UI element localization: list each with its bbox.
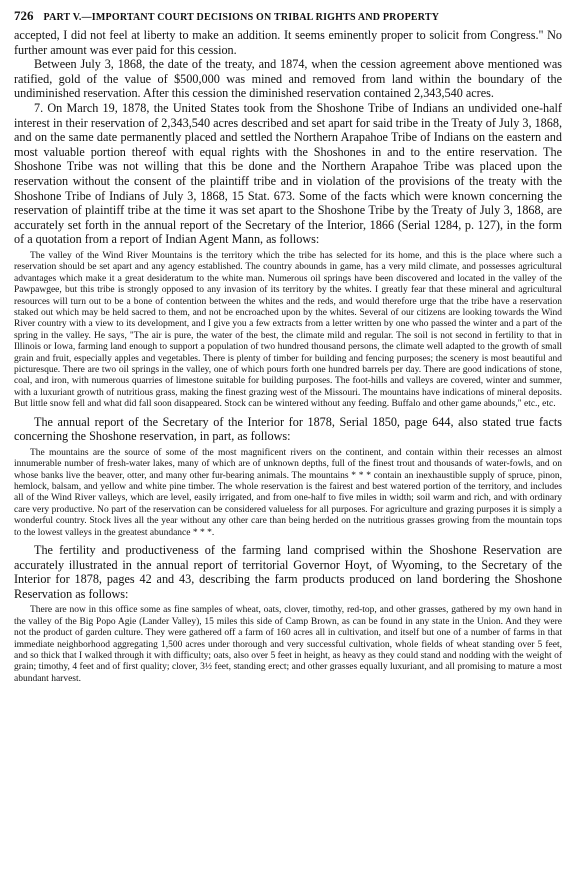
running-head: PART V.—IMPORTANT COURT DECISIONS ON TRIBAL RIGHTS AND PROPERTY <box>43 12 440 23</box>
block-quote-secretary-report: The mountains are the source of some of the most magnificent rivers on the continent, and contain within their recesses an almost innumerable number of fresh-water lakes, many of which are of unknown depths, full of the finest trout and thousands of water-fowls, and on whose banks live the beaver, otter, and many other fur-bearing animals. The mountains * * * contain an inexhaustible supply of spruce, pinon, hemlock, balsam, and yellow and white pine timber. The whole reservation is the fairest and best watered portion of the territory, and includes all of the Wind River valleys, which are level, easily irrigated, and from one-half to five miles in width; soil warm and rich, and with ordinary care very productive. No part of the reservation can be considered valueless for all purposes. For agriculture and grazing purposes it is simply a wonderful country. Stock lives all the year without any other care than being herded on the nutritious grasses growing from the mountain tops to the lowest valleys in the greatest abundance * * *. <box>14 447 562 538</box>
document-page <box>14 8 562 689</box>
page-header <box>14 8 562 28</box>
paragraph-report-1878: The annual report of the Secretary of the Interior for 1878, Serial 1850, page 644, also stated true facts concerning the Shoshone reservation, in part, as follows: <box>14 414 562 444</box>
page-number: 726 <box>14 8 34 23</box>
paragraph-gold-mining: Between July 3, 1868, the date of the treaty, and 1874, when the cession agreement above mentioned was ratified, gold of the value of $500,000 was mined and removed from land within the boundary of the undiminished reservation. After this cession the diminished reservation contained 2,343,540 acres. <box>14 57 562 101</box>
block-quote-agent-mann: The valley of the Wind River Mountains is the territory which the tribe has selected for its home, and this is the place where such a reservation should be set apart and any agency established. The country abounds in game, has a very mild climate, and possesses agricultural advantages which make it a great desideratum to the white man. Numerous oil springs have been discovered and located in the valley of the Pawpawgee, but this tribe is strongly opposed to any invasion of its territory by the whites. I greatly fear that these mineral and agricultural resources will turn out to be a bone of contention between the whites and the reds, and would therefore urge that the tribe have a reservation staked out which may be held sacred to them, and not be encroached upon by the whites. Several of our citizens are looking towards the Wind River country with a view to its development, and I give you a few extracts from a letter written by one who passed the winter and a part of the spring in the valley. He says, "The air is pure, the water of the best, the climate mild and regular. The soil is not second in fertility to that in Illinois or Iowa, farming land enough to support a population of two hundred thousand persons, the climate well adapted to the growth of small grain and fruit, especially apples and vegetables. There is plenty of timber for building and fencing purposes; the scenery is most beautiful and picturesque. There are two oil springs in the valley, one of which pours forth one hundred barrels per day. There are good indications of stone, coal, and iron, with numerous quarries of limestone suitable for building purposes. The foot-hills and valleys are covered, winter and summer, with a luxuriant growth of nutritious grass, making the finest grazing west of the Missouri. The mountains have indications of mineral deposits. But little snow fell and what did fall soon disappeared. Stock can be wintered without any feeding. Buffalo and other game abounds," etc., etc. <box>14 250 562 410</box>
paragraph-finding-7: 7. On March 19, 1878, the United States took from the Shoshone Tribe of Indians an undivided one-half interest in their reservation of 2,343,540 acres described and set apart for said tribe in the Treaty of July 3, 1868, and on the same date permanently placed and settled the Northern Arapahoe Tribe of Indians on the eastern and most valuable portion thereof with equal rights with the Shoshones in and to the entire reservation. The Shoshone Tribe was not willing that this be done and the Northern Arapahoe Tribe was placed upon the reservation without the consent of the plaintiff tribe and in violation of the provisions of the treaty with the Shoshone Tribe of Indians of July 3, 1868, 15 Stat. 673. Some of the facts which were known concerning the reservation of plaintiff tribe at the time it was set apart to the Shoshone Tribe by the Treaty of July 3, 1868, are accurately set forth in the annual report of the Secretary of the Interior, 1866 (Serial 1284, p. 127), in the form of a quotation from a report of Indian Agent Mann, as follows: <box>14 100 562 247</box>
paragraph-continuation: accepted, I did not feel at liberty to make an addition. It seems eminently proper to solicit from Congress." No further amount was ever paid for this cession. <box>14 28 562 57</box>
paragraph-fertility: The fertility and productiveness of the farming land comprised within the Shoshone Reservation are accurately illustrated in the annual report of territorial Governor Hoyt, of Wyoming, to the Secretary of the Interior for 1878, pages 42 and 43, describing the farm products produced on land bordering the Shoshone Reservation as follows: <box>14 543 562 601</box>
block-quote-governor-hoyt: There are now in this office some as fine samples of wheat, oats, clover, timothy, red-top, and other grasses, gathered by my own hand in the valley of the Big Popo Agie (Lander Valley), 15 miles this side of Camp Brown, as can be found in any state in the Union. And they were not the product of garden culture. They were gathered off a farm of 160 acres all in cultivation, and itself but one of a number of farms in that immediate neighborhood aggregating 1,500 acres under thorough and very successful cultivation, whole fields of wheat standing over 5 feet, and so thick that I walked through it with difficulty; oats, also over 5 feet in height, as heavy as they could stand and nodding with the weight of grain; timothy, 4 feet and of first quality; clover, 3½ feet, standing erect; and other grasses equally luxuriant, and all promising to mature a most abundant harvest. <box>14 605 562 684</box>
